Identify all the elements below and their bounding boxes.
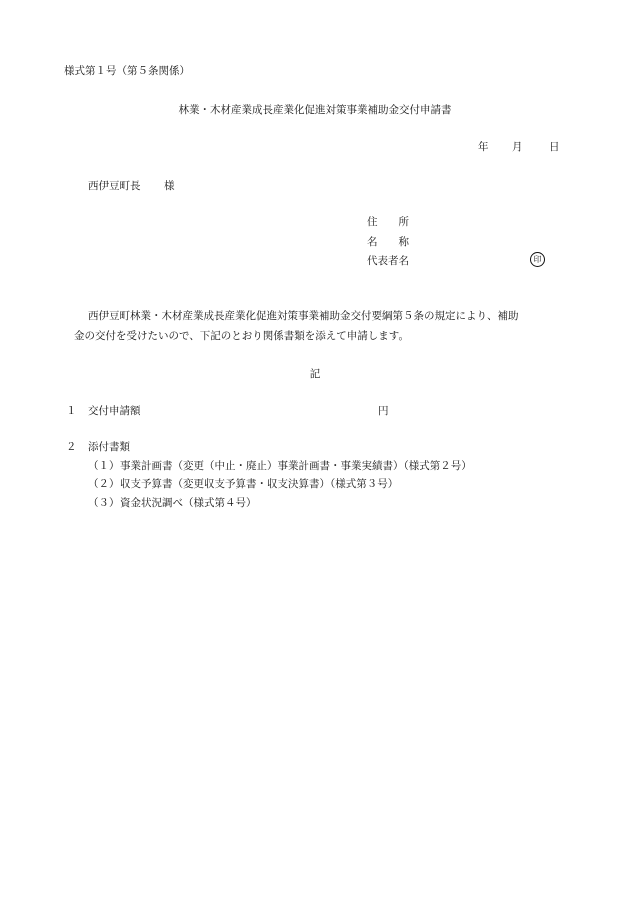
item1-unit: 円 — [378, 405, 389, 417]
attachment-item — [88, 479, 398, 490]
addressee-honorific: 様 — [164, 180, 175, 192]
form-number: 様式第１号（第５条関係） — [64, 65, 190, 77]
attachment-number: （３） — [88, 497, 120, 509]
item1-number: １ — [66, 405, 77, 417]
attachment-text: 事業計画書（変更（中止・廃止）事業計画書・事業実績書）（様式第２号） — [120, 460, 472, 472]
body-text-line-1: 西伊豆町林業・木材産業成長産業化促進対策事業補助金交付要綱第５条の規定により、補助 — [88, 310, 519, 322]
attachment-text: 資金状況調べ（様式第４号） — [120, 497, 257, 509]
applicant-address-label: 住 所 — [367, 216, 409, 228]
attachment-number: （１） — [88, 460, 120, 472]
applicant-representative-label: 代表者名 — [367, 255, 409, 267]
item2-label: 添付書類 — [88, 441, 130, 453]
item2-number: ２ — [66, 441, 77, 453]
body-text-line-2: 金の交付を受けたいので、下記のとおり関係書類を添えて申請します。 — [74, 330, 409, 342]
ki-heading: 記 — [309, 368, 321, 380]
applicant-name-label: 名 称 — [367, 236, 409, 248]
date-month-label: 月 — [512, 141, 523, 153]
date-year-label: 年 — [478, 141, 489, 153]
seal-mark-icon: 印 — [530, 252, 545, 267]
document-title: 林業・木材産業成長産業化促進対策事業補助金交付申請書 — [178, 104, 452, 116]
attachment-number: （２） — [88, 478, 120, 490]
item1-label: 交付申請額 — [88, 405, 141, 417]
date-day-label: 日 — [549, 141, 560, 153]
addressee-name: 西伊豆町長 — [88, 180, 141, 192]
attachment-item — [88, 498, 257, 509]
attachment-text: 収支予算書（変更収支予算書・収支決算書）（様式第３号） — [120, 478, 399, 490]
attachment-item — [88, 461, 472, 472]
